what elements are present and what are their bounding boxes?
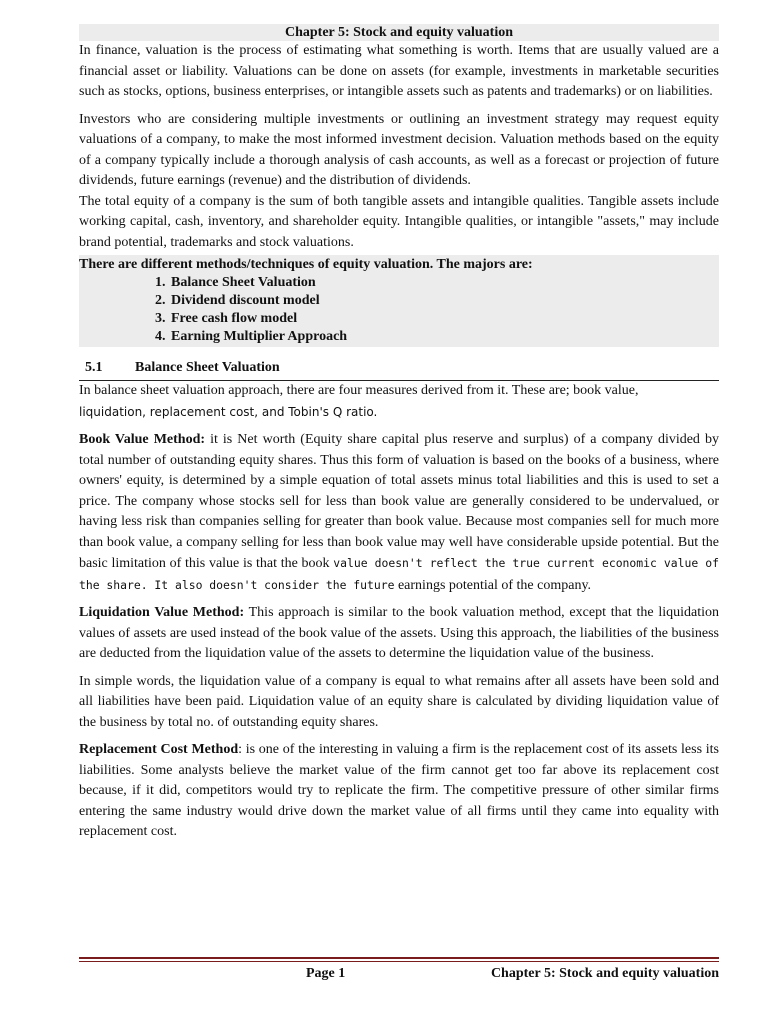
methods-box xyxy=(79,255,719,347)
footer-rule xyxy=(79,961,719,962)
section-title: Balance Sheet Valuation xyxy=(135,360,280,375)
book-value-text: it is Net worth (Equity share capital plus reserve and surplus) of a company divided by total number of outstanding equity shares. Thus this form of valuation is based on the books of a business, where owners' equity, is determined by a simple equation of total assets minus total liabilities and this is used to set a price. The company whose stocks sell for less than book value are generally considered to be undervalued, or having less risk than companies selling for greater than book value. Because most companies sell for much more than book value, a company selling for less than book value may well have considerable upside potential. But the basic limitation of this value is that the book xyxy=(79,432,719,571)
methods-list xyxy=(79,274,719,346)
intro-paragraph-1: In finance, valuation is the process of estimating what something is worth. Items that are usually valued are a financial asset or liability. Valuations can be done on assets (for example, investments in marketable securities such as stocks, options, business enterprises, or intangible assets such as patents and trademarks) or on liabilities. xyxy=(79,43,719,99)
method-item: 4. Earning Multiplier Approach xyxy=(169,328,719,346)
replacement-text: : is one of the interesting in valuing a firm is the replacement cost of its assets less its liabilities. Some analysts believe the market value of the firm cannot get too far above its replacement cost because, if it did, competitors would try to replicate the firm. The competitive pressure of other similar firms entering the same industry would drive down the market value of all firms until they came into equality with replacement cost. xyxy=(79,742,719,839)
section-heading xyxy=(79,359,719,381)
methods-intro: There are different methods/techniques of equity valuation. The majors are: xyxy=(79,257,533,272)
intro-paragraph-2: Investors who are considering multiple investments or outlining an investment strategy may request equity valuations of a company, to make the most informed investment decision. Valuation methods based on the equity of a company typically include a thorough analysis of cash accounts, as well as a forecast or projection of future dividends, future earnings (revenue) and the distribution of dividends. xyxy=(79,111,719,188)
liquidation-term: Liquidation Value Method: xyxy=(79,605,245,620)
replacement-paragraph xyxy=(79,740,719,843)
page-number: Page 1 xyxy=(306,966,346,981)
footer-rule xyxy=(79,957,719,959)
book-value-paragraph xyxy=(79,430,719,596)
liquidation-paragraph-2: In simple words, the liquidation value of a company is equal to what remains after all assets have been sold and all liabilities have been paid. Liquidation value of an equity share is calculated by dividing liquidation value of the business by total no. of outstanding equity shares. xyxy=(79,673,719,730)
footer-chapter-title: Chapter 5: Stock and equity valuation xyxy=(490,966,719,981)
chapter-title: Chapter 5: Stock and equity valuation xyxy=(79,24,719,41)
replacement-term: Replacement Cost Method xyxy=(79,742,239,757)
section-intro-text: In balance sheet valuation approach, there are four measures derived from it. These are; book value, xyxy=(79,383,639,398)
liquidation-paragraph xyxy=(79,603,719,665)
book-value-end: earnings potential of the company. xyxy=(397,577,592,593)
liquidation-text: This approach is similar to the book valuation method, except that the liquidation values of assets are used instead of the book value of the assets. Using this approach, the liabilities of the business are deducted from the liquidation value of the assets to determine the liquidation value of the business. xyxy=(79,605,719,661)
book-value-term: Book Value Method: xyxy=(79,432,206,447)
method-item: 3. Free cash flow model xyxy=(169,310,719,328)
document-page xyxy=(79,24,719,843)
page-footer xyxy=(79,966,719,984)
method-item: 2. Dividend discount model xyxy=(169,292,719,310)
method-item: 1. Balance Sheet Valuation xyxy=(169,274,719,292)
intro-paragraph-3: The total equity of a company is the sum of both tangible assets and intangible qualities. Tangible assets include working capital, cash, inventory, and shareholder equity. Intangible qualities, or intangible "assets," may include brand potential, trademarks and stock valuations. xyxy=(79,193,719,250)
section-intro xyxy=(79,381,719,423)
book-value-limitation: value doesn't reflect the true current economic value of the share. It also doesn't consider the future xyxy=(79,556,719,592)
section-intro-measures: liquidation, replacement cost, and Tobin's Q ratio. xyxy=(79,404,378,419)
section-number: 5.1 xyxy=(85,360,103,375)
